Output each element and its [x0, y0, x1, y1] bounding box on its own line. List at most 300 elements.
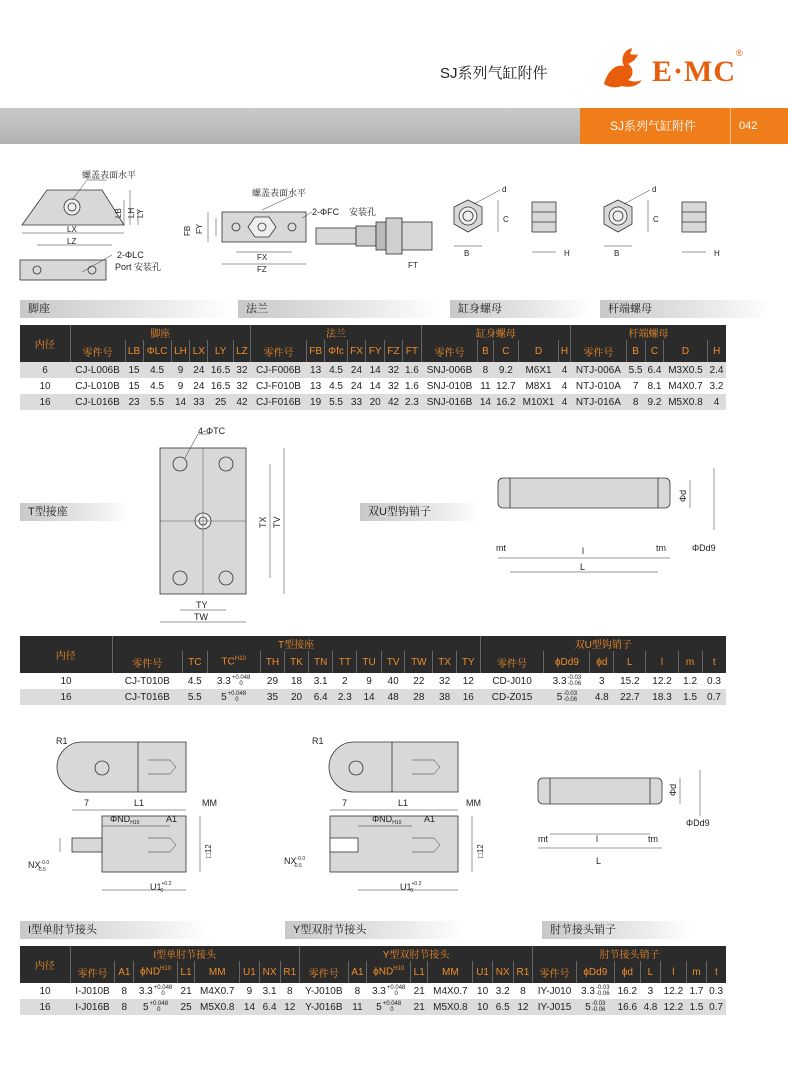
table-1-column-header: 零件号: [251, 340, 307, 362]
flange-fc2: 安装孔: [349, 207, 377, 217]
table-cell: 1.5: [687, 999, 707, 1015]
table-cell: 16.5: [210, 380, 231, 392]
table-cell: 25: [208, 394, 233, 410]
table-1-column-header: LH: [171, 340, 190, 362]
table-3-column-header: R1: [513, 961, 532, 983]
table-cell: 8: [286, 985, 293, 997]
table-cell: M5X0.8: [664, 394, 707, 410]
table-cell: CJ-F010B: [255, 380, 301, 392]
tc-superscript: H10: [234, 656, 246, 663]
table-2-column-header: l: [646, 651, 678, 673]
table-cell: 12.2: [652, 675, 672, 687]
i-joint-u1: $U1^{+0.2}$ 0: [150, 881, 172, 894]
table-3-column-header: ϕd: [614, 961, 640, 983]
tolerance-value: 3.3 +0.048 0: [371, 985, 406, 997]
u-pin-dd9: ΦDd9: [692, 543, 716, 553]
table-cell: 3: [599, 675, 605, 687]
table-cell: 20: [366, 394, 385, 410]
nd-superscript: H10: [160, 966, 172, 973]
table-cell: 32: [385, 362, 403, 378]
joint-pin-d: Φd: [668, 783, 678, 796]
table-cell: 28: [405, 689, 433, 705]
table-row: [20, 673, 726, 689]
table-cell: M5X0.8: [195, 999, 240, 1015]
table-cell: 13: [306, 362, 325, 378]
table-2-column-header: t: [702, 651, 726, 673]
table-cell: 10: [477, 985, 489, 997]
rod-nut-h: H: [714, 249, 720, 258]
table-3-column-header: m: [687, 961, 707, 983]
table-cell: 16.6: [614, 999, 640, 1015]
table-cell: M8X1: [525, 380, 552, 392]
table-cell: CJ-T016B: [112, 689, 183, 705]
body-nut-b: B: [464, 249, 470, 258]
table-cell: M5X0.8: [428, 999, 473, 1015]
table-cell: 6.4: [645, 362, 664, 378]
spec-table-1: [20, 325, 726, 410]
table-cell: 1.6: [404, 380, 419, 392]
table-cell: CJ-L016B: [70, 394, 125, 410]
diagram-row-3: [20, 730, 780, 910]
table-cell: 19: [306, 394, 325, 410]
table-cell: M6X1: [519, 362, 559, 378]
table-cell: 4.8: [641, 999, 661, 1015]
table-cell: NTJ-010A: [575, 380, 621, 392]
foot-ly: LY: [136, 208, 145, 218]
table-cell: 24: [350, 380, 363, 392]
rod-nut-d: d: [652, 185, 657, 194]
table-cell: 32: [233, 362, 250, 378]
table-cell: 2: [342, 675, 348, 687]
table-cell: M4X0.7: [433, 985, 468, 997]
table-cell: 15: [128, 380, 140, 392]
table-3-column-header: ϕND$^{H10}$: [367, 961, 411, 983]
table-1-column-header: LX: [190, 340, 208, 362]
flange-fx: FX: [257, 253, 268, 262]
u-pin-mt: mt: [496, 543, 506, 553]
table-cell: M3X0.5: [664, 362, 707, 378]
i-joint-a1: A1: [166, 814, 178, 824]
table-cell: 32: [439, 675, 451, 687]
table-cell: 5.5: [325, 394, 347, 410]
brand-logo-icon: [598, 40, 646, 92]
table-cell: IY-J010: [537, 985, 572, 997]
table-2-column-header: L: [614, 651, 646, 673]
table-cell: 18.3: [646, 689, 678, 705]
table-2-column-header: TK: [285, 651, 309, 673]
section-label-u-pin: 双U型钩销子: [360, 503, 480, 521]
table-1-column-header: H: [558, 340, 570, 362]
table-cell: M4X0.7: [200, 985, 235, 997]
u-pin-diagram: [498, 468, 714, 572]
table-cell: Y-J010B: [305, 985, 343, 997]
table-2-group-header: T型接座: [112, 636, 480, 651]
table-1-column-header: D: [664, 340, 707, 362]
table-cell: 15: [125, 362, 143, 378]
rod-nut-b: B: [614, 249, 620, 258]
y-joint-mm: MM: [466, 798, 481, 808]
table-cell: 24: [347, 362, 366, 378]
table-cell: 3.2: [709, 380, 724, 392]
joint-pin-dd9: ΦDd9: [686, 818, 710, 828]
table-cell: M4X0.7: [668, 380, 703, 392]
table-cell: 8: [520, 985, 526, 997]
table-cell: 10: [39, 985, 51, 997]
table-2-column-header: TH: [260, 651, 285, 673]
flange-fy: FY: [195, 223, 204, 234]
table-1-column-header: LZ: [233, 340, 250, 362]
foot-lz: LZ: [67, 237, 77, 246]
tolerance-value: 3.3 +0.048 0: [138, 985, 173, 997]
table-cell: 0.3: [709, 985, 724, 997]
table-cell: 4.5: [329, 380, 343, 392]
table-cell: 48: [381, 689, 405, 705]
joint-pin-mt: mt: [538, 834, 548, 844]
table-cell: 14: [369, 380, 381, 392]
table-cell: 6.4: [308, 689, 333, 705]
section-label-flange: 法兰: [238, 300, 438, 318]
table-cell: [207, 689, 260, 705]
table-2-column-header: TT: [333, 651, 357, 673]
table-cell: 5.5: [183, 689, 208, 705]
table-3-column-header: A1: [115, 961, 134, 983]
table-cell: 21: [411, 999, 428, 1015]
table-cell: 16: [20, 394, 70, 410]
body-nut-d: d: [502, 185, 507, 194]
table-cell: 9: [171, 362, 190, 378]
i-joint-sq: □12: [204, 844, 213, 858]
table-cell: 11: [348, 999, 367, 1015]
table-cell: CJ-L006B: [70, 362, 125, 378]
u-pin-tm: tm: [656, 543, 666, 553]
table-cell: 20: [285, 689, 309, 705]
tolerance-value: 5 +0.048 0: [376, 1001, 402, 1013]
table-cell: 12: [462, 675, 474, 687]
table-cell: 4.5: [150, 380, 165, 392]
table-cell: SNJ-006B: [421, 362, 477, 378]
table-cell: 3.2: [495, 985, 510, 997]
table-cell: 8: [121, 985, 128, 997]
table-3-column-header: NX: [492, 961, 513, 983]
table-cell: Y-J016B: [299, 999, 348, 1015]
table-1-column-header: FB: [306, 340, 325, 362]
table-cell: 1.7: [689, 985, 704, 997]
table-cell: 42: [233, 394, 250, 410]
t-base-tv: TV: [272, 516, 282, 528]
table-3-column-header: L1: [411, 961, 428, 983]
table-cell: [367, 983, 411, 999]
table-2-column-header: TX: [433, 651, 457, 673]
table-2-column-header: TC: [183, 651, 208, 673]
table-cell: 16: [456, 689, 480, 705]
table-cell: 22: [413, 675, 425, 687]
table-3-group-header: Y型双肘节接头: [299, 946, 532, 961]
table-1-column-header: FX: [347, 340, 366, 362]
table-cell: 3.1: [313, 675, 328, 687]
section-label-i-joint: I型单肘节接头: [20, 921, 210, 939]
table-cell: [576, 999, 614, 1015]
table-cell: IY-J015: [533, 999, 577, 1015]
table-1-column-header: ΦLC: [143, 340, 171, 362]
table-cell: 2.4: [707, 362, 726, 378]
table-cell: 21: [413, 985, 425, 997]
table-cell: 2.3: [403, 394, 422, 410]
table-cell: 23: [125, 394, 143, 410]
registered-mark: ®: [736, 48, 743, 58]
foot-lc: 2-ΦLC: [117, 250, 144, 260]
flange-ft: FT: [408, 261, 418, 270]
table-cell: CJ-F016B: [251, 394, 307, 410]
joint-pin-l-small: l: [596, 834, 598, 844]
table-cell: 12.2: [663, 985, 684, 997]
tolerance-value: 5 +0.048 0: [221, 691, 247, 703]
table-cell: 12: [280, 999, 299, 1015]
table-cell: I-J010B: [75, 985, 110, 997]
table-1-column-header: C: [645, 340, 664, 362]
table-2-column-header: $TC^{H10}$: [207, 651, 260, 673]
rod-nut-c: C: [653, 215, 659, 224]
page-number: 042: [730, 108, 788, 144]
table-cell: 16: [20, 689, 112, 705]
t-base-tw: TW: [194, 612, 208, 622]
table-cell: 6.4: [259, 999, 280, 1015]
table-2-column-header: ϕDd9: [544, 651, 590, 673]
table-cell: [576, 983, 614, 999]
table-cell: 9: [366, 675, 372, 687]
table-cell: 4.5: [187, 675, 202, 687]
y-joint-u1: $U1^{+0.2}$ 0: [400, 881, 422, 894]
table-cell: 6: [20, 362, 70, 378]
table-cell: CD-Z015: [480, 689, 544, 705]
table-3-column-header: MM: [195, 961, 240, 983]
y-joint-diagram: [329, 742, 472, 890]
table-2-column-header: TU: [357, 651, 382, 673]
joint-pin-tm: tm: [648, 834, 658, 844]
table-cell: 24: [193, 380, 205, 392]
table-cell: 3.1: [262, 985, 277, 997]
table-cell: 4: [558, 362, 570, 378]
u-pin-d: Φd: [678, 489, 688, 502]
table-cell: 16.2: [493, 394, 518, 410]
table-1-column-header: H: [707, 340, 726, 362]
table-cell: 16: [20, 999, 70, 1015]
table-cell: 38: [433, 689, 457, 705]
table-cell: SNJ-010B: [426, 380, 473, 392]
table-3-column-header: t: [706, 961, 726, 983]
table-3-column-header: 零件号: [533, 961, 577, 983]
header-title: SJ系列气缸附件: [440, 65, 548, 82]
table-1-column-header: B: [626, 340, 645, 362]
table-cell: CJ-T010B: [124, 675, 170, 687]
section-label-joint-pin: 肘节接头销子: [542, 921, 692, 939]
t-base-tc: 4-ΦTC: [198, 426, 226, 436]
y-joint-sq: □12: [476, 844, 485, 858]
table-1-column-header: FZ: [385, 340, 403, 362]
table-cell: 2.3: [333, 689, 357, 705]
table-cell: 9: [177, 380, 184, 392]
table-3-column-header: ϕDd9: [576, 961, 614, 983]
table-3-column-header: 零件号: [70, 961, 115, 983]
table-cell: 8: [115, 999, 134, 1015]
tolerance-value: 3.3 -0.03 -0.06: [552, 675, 582, 687]
table-cell: 13: [310, 380, 322, 392]
u-pin-l-small: l: [582, 546, 584, 556]
table-cell: 11: [480, 380, 491, 392]
band-label: SJ系列气缸附件: [580, 108, 730, 144]
table-cell: 15.2: [620, 675, 640, 687]
flange-fb: FB: [183, 225, 192, 236]
table-cell: [134, 999, 178, 1015]
tolerance-value: 3.3 -0.03 -0.06: [580, 985, 610, 997]
table-2-column-header: 零件号: [112, 651, 183, 673]
table-cell: 33: [347, 394, 366, 410]
table-cell: 5.5: [143, 394, 171, 410]
table-cell: 4.5: [325, 362, 347, 378]
table-2-column-header: m: [678, 651, 702, 673]
table-cell: [134, 983, 178, 999]
table-1-column-header: Φfc: [325, 340, 347, 362]
i-joint-nx: $NX^{-0.0}$ -0.5: [28, 860, 50, 873]
table-3-column-header: L1: [177, 961, 194, 983]
foot-lb: LB: [114, 208, 123, 218]
table-cell: 0.3: [707, 675, 721, 687]
table-1-column-header: LB: [125, 340, 143, 362]
table-1-group-header: 脚座: [70, 325, 251, 340]
table-cell: 1.5: [678, 689, 702, 705]
section-label-y-joint: Y型双肘节接头: [285, 921, 465, 939]
foot-note: 螺盖表面水平: [82, 170, 137, 180]
table-cell: 14: [171, 394, 190, 410]
i-joint-mm: MM: [202, 798, 217, 808]
table-cell: [207, 673, 260, 689]
table-cell: [544, 689, 590, 705]
table-cell: 14: [366, 362, 385, 378]
table-row: [20, 362, 726, 378]
table-3-column-header: 零件号: [299, 961, 348, 983]
table-cell: 8.1: [647, 380, 662, 392]
t-base-tx: TX: [258, 516, 268, 528]
t-base-ty: TY: [196, 600, 208, 610]
table-2-rowhead: 内径: [20, 636, 112, 673]
table-2-column-header: TW: [405, 651, 433, 673]
section-label-t-base: T型接座: [20, 503, 130, 521]
y-joint-nd: $\Phi ND_{H10}$: [372, 814, 402, 826]
table-1-column-header: 零件号: [571, 340, 627, 362]
table-3-rowhead: 内径: [20, 946, 70, 983]
spec-table-2: [20, 636, 726, 705]
table-cell: 16.5: [208, 362, 233, 378]
flange-fz: FZ: [257, 265, 267, 274]
table-cell: 25: [177, 999, 194, 1015]
tolerance-value: 5 -0.03 -0.06: [556, 691, 578, 703]
joint-pin-diagram: [538, 770, 700, 848]
table-cell: 14: [357, 689, 382, 705]
table-3-column-header: ϕND$^{H10}$: [134, 961, 178, 983]
tolerance-value: 3.3 +0.048 0: [216, 675, 251, 687]
table-cell: 32: [236, 380, 248, 392]
table-1-group-header: 缸身螺母: [421, 325, 570, 340]
table-cell: 0.7: [706, 999, 726, 1015]
table-cell: 6.5: [492, 999, 513, 1015]
table-1-column-header: D: [519, 340, 559, 362]
table-cell: I-J016B: [70, 999, 115, 1015]
table-cell: NTJ-006A: [571, 362, 627, 378]
table-cell: 29: [266, 675, 279, 687]
foot-lx: LX: [67, 225, 77, 234]
y-joint-a1: A1: [424, 814, 436, 824]
table-1-column-header: FY: [366, 340, 385, 362]
spec-table-3: [20, 946, 726, 1015]
table-cell: 40: [387, 675, 399, 687]
table-cell: 12.7: [496, 380, 516, 392]
table-1-column-header: 零件号: [70, 340, 125, 362]
table-3-group-header: 肘节接头销子: [533, 946, 726, 961]
table-row: [20, 983, 726, 999]
table-row: [20, 378, 726, 394]
table-cell: 3: [647, 985, 654, 997]
brand-name: E·MC: [652, 55, 736, 88]
y-joint-r1: R1: [312, 736, 324, 746]
table-cell: M10X1: [519, 394, 559, 410]
table-cell: 35: [260, 689, 285, 705]
table-cell: 32: [387, 380, 400, 392]
table-cell: 4.5: [143, 362, 171, 378]
joint-pin-l: L: [596, 856, 602, 866]
table-1-column-header: FT: [403, 340, 422, 362]
table-1-rowhead: 内径: [20, 325, 70, 362]
table-cell: 8: [626, 394, 645, 410]
table-cell: 16.2: [617, 985, 638, 997]
table-cell: SNJ-016B: [421, 394, 477, 410]
table-cell: 1.6: [403, 362, 422, 378]
table-3-group-header: I型单肘节接头: [70, 946, 299, 961]
table-3-column-header: U1: [473, 961, 492, 983]
table-1-column-header: 零件号: [421, 340, 477, 362]
table-cell: 8: [478, 362, 494, 378]
table-cell: 12.2: [660, 999, 686, 1015]
table-cell: 10: [39, 380, 51, 392]
table-cell: 4.8: [590, 689, 614, 705]
table-cell: 5.5: [626, 362, 645, 378]
table-cell: 24: [190, 362, 208, 378]
flange-fc: 2-ΦFC: [312, 207, 340, 217]
table-2-group-header: 双U型钩销子: [480, 636, 726, 651]
table-row: [20, 394, 726, 410]
table-1-group-header: 杆端螺母: [571, 325, 726, 340]
tolerance-value: 5 +0.048 0: [142, 1001, 169, 1013]
foot-port: Port 安装孔: [115, 262, 162, 272]
table-cell: 1.2: [683, 675, 698, 687]
table-3-column-header: A1: [348, 961, 367, 983]
table-1-column-header: C: [493, 340, 518, 362]
table-cell: 9: [246, 985, 253, 997]
tolerance-value: 5 -0.03 -0.06: [585, 1001, 606, 1013]
table-1-group-header: 法兰: [251, 325, 422, 340]
table-cell: 4: [707, 394, 726, 410]
table-cell: 10: [60, 675, 72, 687]
i-joint-l1: L1: [134, 798, 145, 808]
diagram-row-2: [20, 420, 780, 630]
u-pin-l: L: [580, 562, 586, 572]
diagram-row-1: [12, 160, 788, 290]
table-3-column-header: l: [660, 961, 686, 983]
table-cell: NTJ-016A: [571, 394, 627, 410]
table-3-column-header: MM: [428, 961, 473, 983]
flange-note: 螺盖表面水平: [252, 188, 307, 198]
table-cell: [544, 673, 590, 689]
table-cell: CJ-L010B: [75, 380, 120, 392]
table-cell: CD-J010: [492, 675, 532, 687]
